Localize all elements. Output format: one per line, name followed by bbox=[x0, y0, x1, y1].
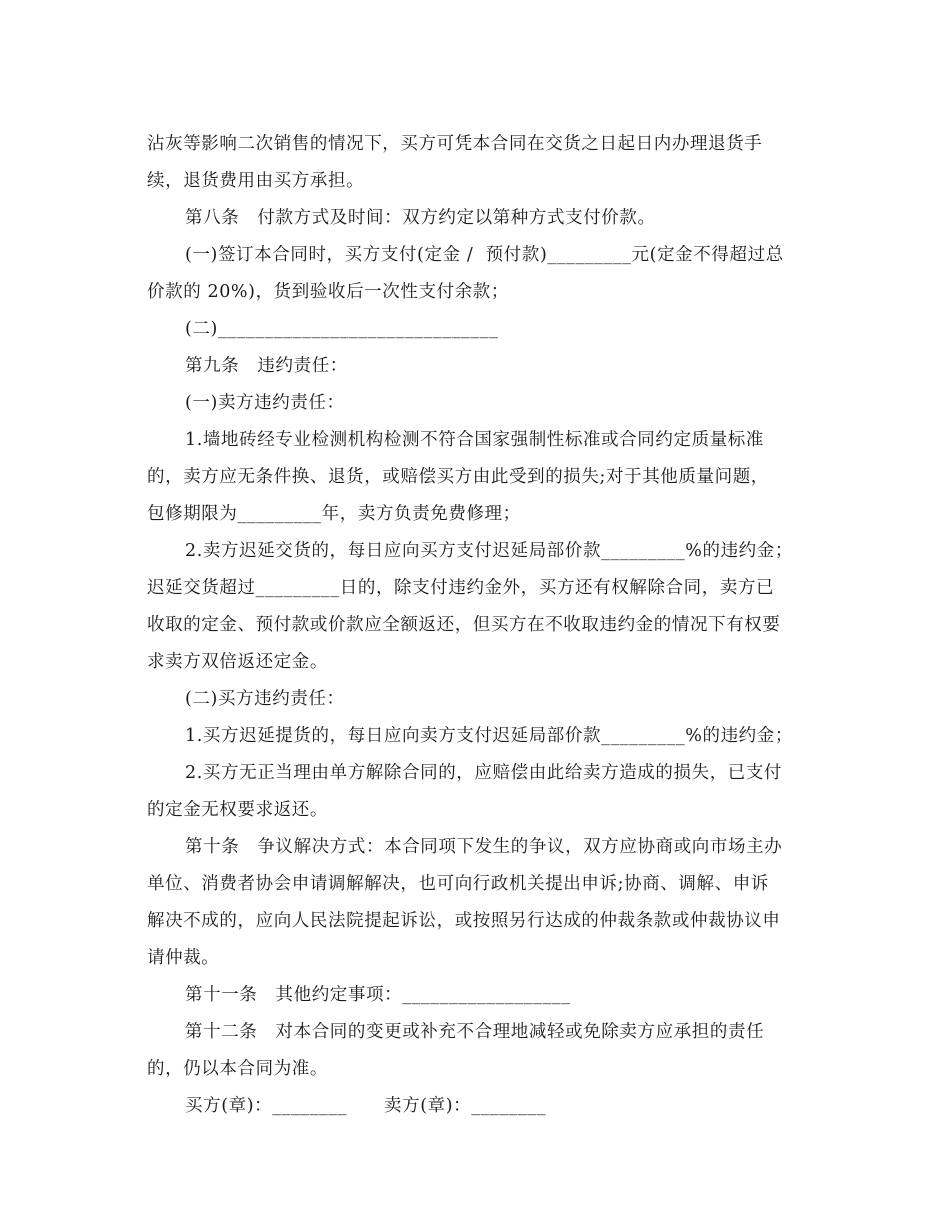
text-line: 2.卖方迟延交货的，每日应向买方支付迟延局部价款_________%的违约金； bbox=[185, 541, 793, 561]
text-line: (一)签订本合同时，买方支付(定金 / 预付款)_________元(定金不得超过总 bbox=[185, 245, 784, 265]
text-line: 的定金无权要求返还。 bbox=[147, 800, 328, 820]
text-line: 收取的定金、预付款或价款应全额返还，但买方在不收取违约金的情况下有权要 bbox=[147, 615, 781, 635]
text-line: (二)______________________________ bbox=[185, 319, 499, 339]
text-line: 单位、消费者协会申请调解解决，也可向行政机关提出申诉;协商、调解、申诉 bbox=[147, 874, 769, 894]
text-line: 请仲裁。 bbox=[147, 948, 220, 968]
article-8-heading: 第八条 付款方式及时间：双方约定以第种方式支付价款。 bbox=[185, 208, 656, 228]
text-line: 价款的 20%)，货到验收后一次性支付余款； bbox=[147, 282, 509, 302]
article-11-heading: 第十一条 其他约定事项：__________________ bbox=[185, 985, 571, 1005]
text-line: 求卖方双倍返还定金。 bbox=[147, 652, 328, 672]
article-12-heading: 第十二条 对本合同的变更或补充不合理地减轻或免除卖方应承担的责任 bbox=[185, 1022, 765, 1042]
text-line: 1.墙地砖经专业检测机构检测不符合国家强制性标准或合同约定质量标准 bbox=[185, 430, 764, 450]
article-9-heading: 第九条 违约责任： bbox=[185, 356, 348, 376]
text-line: (一)卖方违约责任： bbox=[185, 393, 345, 413]
text-line: 迟延交货超过_________日的，除支付违约金外，买方还有权解除合同，卖方已 bbox=[147, 578, 775, 598]
text-line: 2.买方无正当理由单方解除合同的，应赔偿由此给卖方造成的损失，已支付 bbox=[185, 763, 783, 783]
text-line: 的，仍以本合同为准。 bbox=[147, 1059, 328, 1079]
text-line: 沾灰等影响二次销售的情况下，买方可凭本合同在交货之日起日内办理退货手 bbox=[147, 134, 763, 154]
article-10-heading: 第十条 争议解决方式：本合同项下发生的争议，双方应协商或向市场主办 bbox=[185, 837, 783, 857]
text-line: 包修期限为_________年，卖方负责免费修理； bbox=[147, 504, 521, 524]
text-line: 1.买方迟延提货的，每日应向卖方支付迟延局部价款_________%的违约金； bbox=[185, 726, 793, 746]
text-line: 续，退货费用由买方承担。 bbox=[147, 171, 365, 191]
text-line: (二)买方违约责任： bbox=[185, 689, 345, 709]
text-line: 的，卖方应无条件换、退货，或赔偿买方由此受到的损失;对于其他质量问题， bbox=[147, 467, 769, 487]
signature-line: 买方(章)：________ 卖方(章)：________ bbox=[185, 1096, 547, 1116]
text-line: 解决不成的，应向人民法院提起诉讼，或按照另行达成的仲裁条款或仲裁协议申 bbox=[147, 911, 781, 931]
